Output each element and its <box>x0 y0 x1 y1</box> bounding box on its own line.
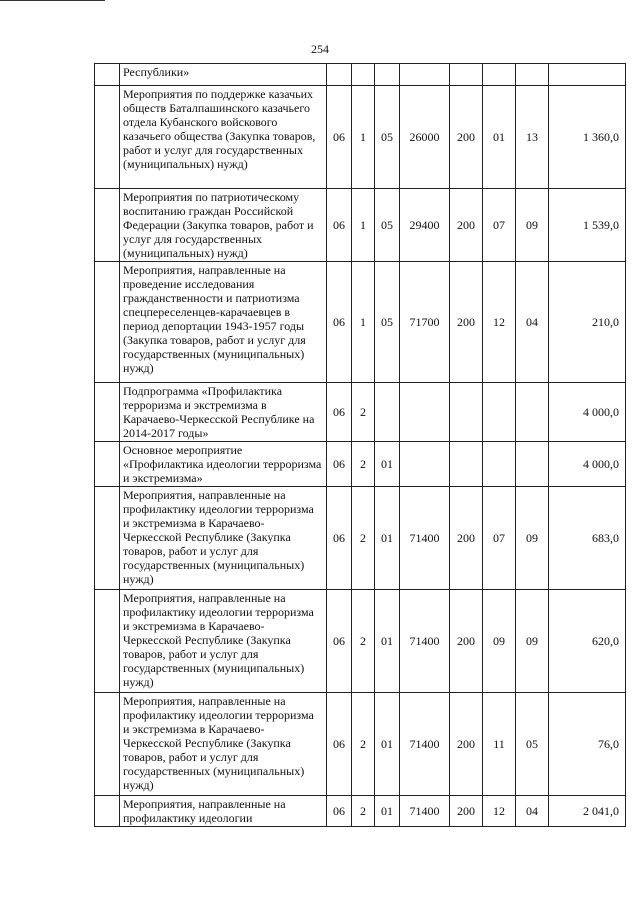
item-name-cell: Мероприятия по поддержке казачьих обществ Баталпашинского казачьего отдела Кубанского войскового казачьего общества (Закупка товаров, работ и услуг для государственных (муниципальных) нужд) <box>120 86 327 189</box>
row-index-cell <box>95 442 120 487</box>
code-cell: 11 <box>483 693 516 796</box>
code-cell: 2 <box>352 590 375 693</box>
code-cell: 09 <box>516 590 549 693</box>
code-cell: 2 <box>352 693 375 796</box>
code-cell: 200 <box>450 796 483 827</box>
code-cell: 05 <box>375 86 400 189</box>
item-name-cell: Подпрограмма «Профилактика терроризма и экстремизма в Карачаево-Черкесской Республике на 2014-2017 годы» <box>120 383 327 442</box>
code-cell <box>483 442 516 487</box>
code-cell <box>375 383 400 442</box>
table-row <box>95 590 626 693</box>
code-cell <box>516 64 549 86</box>
table-row <box>95 693 626 796</box>
table-row <box>95 442 626 487</box>
table-row <box>95 189 626 262</box>
code-cell: 71400 <box>400 487 450 590</box>
code-cell: 05 <box>516 693 549 796</box>
item-name-cell: Республики» <box>120 64 327 86</box>
code-cell: 04 <box>516 796 549 827</box>
code-cell: 05 <box>375 262 400 383</box>
code-cell: 71700 <box>400 262 450 383</box>
code-cell <box>450 383 483 442</box>
row-index-cell <box>95 189 120 262</box>
code-cell <box>352 64 375 86</box>
table-row <box>95 262 626 383</box>
item-name-cell: Мероприятия по патриотическому воспитанию граждан Российской Федерации (Закупка товаров, работ и услуг для государственных (муниципальных) нужд) <box>120 189 327 262</box>
code-cell <box>450 64 483 86</box>
amount-cell: 1 539,0 <box>549 189 626 262</box>
item-name-cell: Мероприятия, направленные на профилактику идеологии терроризма и экстремизма в Карачаево-Черкесской Республике (Закупка товаров, работ и услуг для государственных (муниципальных) нужд) <box>120 693 327 796</box>
code-cell: 71400 <box>400 590 450 693</box>
amount-cell: 1 360,0 <box>549 86 626 189</box>
code-cell: 200 <box>450 86 483 189</box>
code-cell: 200 <box>450 590 483 693</box>
code-cell: 1 <box>352 86 375 189</box>
code-cell: 07 <box>483 189 516 262</box>
row-index-cell <box>95 590 120 693</box>
code-cell <box>375 64 400 86</box>
code-cell: 09 <box>516 487 549 590</box>
code-cell <box>483 64 516 86</box>
code-cell: 01 <box>375 590 400 693</box>
item-name-cell: Мероприятия, направленные на проведение исследования гражданственности и патриотизма спецпереселенцев-карачаевцев в период депортации 1943-1957 годы (Закупка товаров, работ и услуг для государственных (муниципальных) нужд) <box>120 262 327 383</box>
budget-table-body <box>95 64 626 827</box>
item-name-cell: Основное мероприятие «Профилактика идеологии терроризма и экстремизма» <box>120 442 327 487</box>
code-cell: 01 <box>375 442 400 487</box>
code-cell: 06 <box>327 262 352 383</box>
table-row <box>95 383 626 442</box>
code-cell <box>400 64 450 86</box>
item-name-cell: Мероприятия, направленные на профилактику идеологии <box>120 796 327 827</box>
code-cell: 2 <box>352 383 375 442</box>
row-index-cell <box>95 693 120 796</box>
code-cell: 2 <box>352 487 375 590</box>
amount-cell: 2 041,0 <box>549 796 626 827</box>
code-cell: 04 <box>516 262 549 383</box>
code-cell: 05 <box>375 189 400 262</box>
code-cell: 07 <box>483 487 516 590</box>
code-cell: 01 <box>375 487 400 590</box>
code-cell: 06 <box>327 442 352 487</box>
row-index-cell <box>95 796 120 827</box>
code-cell: 13 <box>516 86 549 189</box>
code-cell: 1 <box>352 189 375 262</box>
code-cell: 200 <box>450 693 483 796</box>
code-cell: 06 <box>327 86 352 189</box>
code-cell <box>400 442 450 487</box>
code-cell: 200 <box>450 262 483 383</box>
amount-cell: 76,0 <box>549 693 626 796</box>
row-index-cell <box>95 262 120 383</box>
row-index-cell <box>95 86 120 189</box>
budget-table <box>94 63 626 827</box>
code-cell: 12 <box>483 796 516 827</box>
code-cell <box>327 64 352 86</box>
table-row <box>95 64 626 86</box>
code-cell <box>516 383 549 442</box>
code-cell <box>400 383 450 442</box>
amount-cell <box>549 64 626 86</box>
scan-corner-line <box>0 0 105 1</box>
code-cell: 06 <box>327 796 352 827</box>
amount-cell: 210,0 <box>549 262 626 383</box>
code-cell: 01 <box>375 693 400 796</box>
code-cell <box>516 442 549 487</box>
row-index-cell <box>95 383 120 442</box>
amount-cell: 4 000,0 <box>549 383 626 442</box>
code-cell: 71400 <box>400 693 450 796</box>
code-cell: 1 <box>352 262 375 383</box>
code-cell: 09 <box>516 189 549 262</box>
code-cell: 06 <box>327 693 352 796</box>
row-index-cell <box>95 64 120 86</box>
code-cell: 29400 <box>400 189 450 262</box>
table-row <box>95 796 626 827</box>
item-name-cell: Мероприятия, направленные на профилактику идеологии терроризма и экстремизма в Карачаево-Черкесской Республике (Закупка товаров, работ и услуг для государственных (муниципальных) нужд) <box>120 487 327 590</box>
code-cell: 2 <box>352 796 375 827</box>
item-name-cell: Мероприятия, направленные на профилактику идеологии терроризма и экстремизма в Карачаево-Черкесской Республике (Закупка товаров, работ и услуг для государственных (муниципальных) нужд) <box>120 590 327 693</box>
amount-cell: 683,0 <box>549 487 626 590</box>
row-index-cell <box>95 487 120 590</box>
amount-cell: 620,0 <box>549 590 626 693</box>
code-cell: 71400 <box>400 796 450 827</box>
table-row <box>95 86 626 189</box>
code-cell: 12 <box>483 262 516 383</box>
code-cell: 01 <box>375 796 400 827</box>
code-cell: 06 <box>327 189 352 262</box>
code-cell: 06 <box>327 383 352 442</box>
code-cell: 06 <box>327 487 352 590</box>
amount-cell: 4 000,0 <box>549 442 626 487</box>
page-number: 254 <box>311 42 329 56</box>
code-cell: 200 <box>450 487 483 590</box>
table-row <box>95 487 626 590</box>
code-cell <box>483 383 516 442</box>
code-cell: 200 <box>450 189 483 262</box>
code-cell: 09 <box>483 590 516 693</box>
code-cell: 01 <box>483 86 516 189</box>
code-cell: 2 <box>352 442 375 487</box>
code-cell <box>450 442 483 487</box>
code-cell: 26000 <box>400 86 450 189</box>
code-cell: 06 <box>327 590 352 693</box>
